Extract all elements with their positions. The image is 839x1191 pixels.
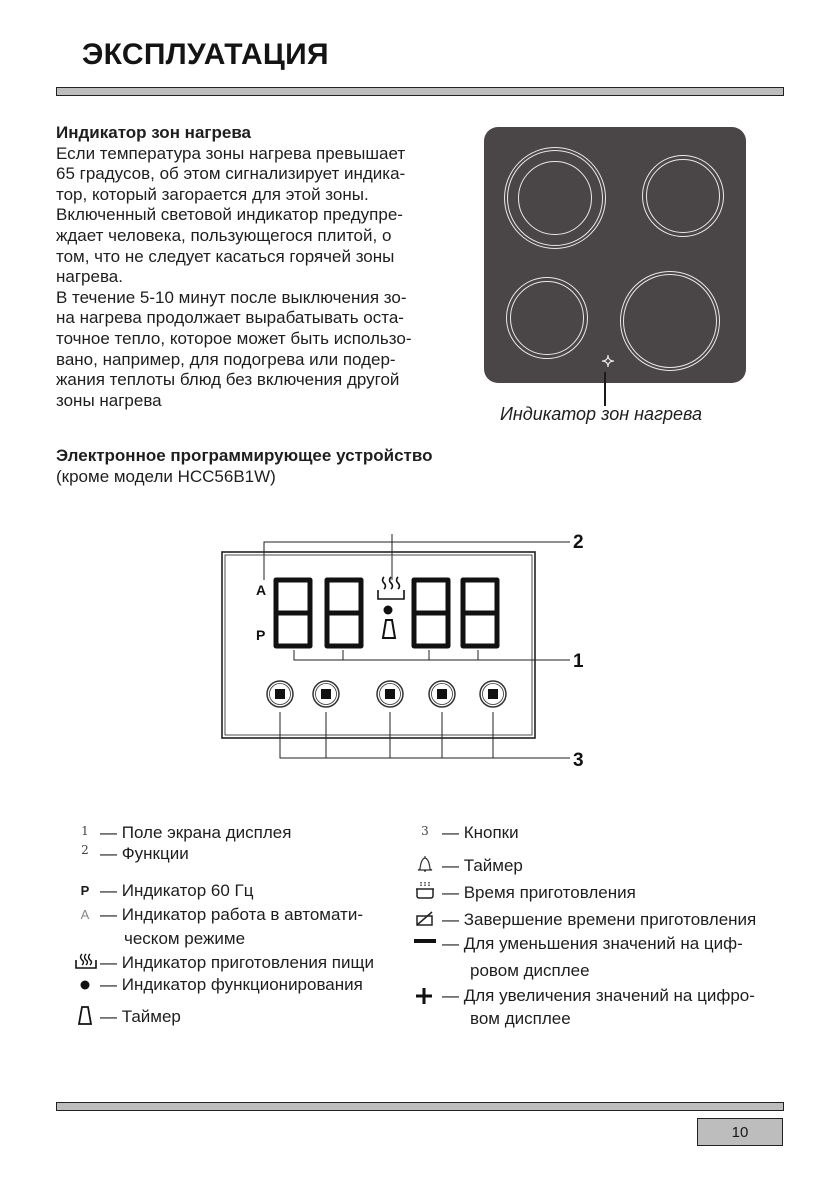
- legend-item: — Функции: [100, 844, 189, 863]
- paragraph-line: на нагрева продолжает вырабатывать оста-: [56, 308, 404, 328]
- legend-item: — Для уменьшения значений на циф-: [442, 934, 743, 953]
- paragraph-line: точное тепло, которое может быть использо-: [56, 328, 412, 348]
- burner-ring-inner: [646, 159, 720, 233]
- legend-item: — Индикатор работа в автомати-: [100, 905, 363, 924]
- svg-text:3: 3: [573, 750, 584, 771]
- legend-item-continued: ровом дисплее: [470, 961, 590, 980]
- svg-text:1: 1: [573, 651, 584, 672]
- hob-figure-caption: Индикатор зон нагрева: [500, 404, 702, 424]
- caption-leader-line: [604, 372, 606, 406]
- footer-rule: [56, 1102, 784, 1111]
- legend-item: — Для увеличения значений на цифро-: [442, 986, 755, 1005]
- programmer-subheading: (кроме модели HCC56B1W): [56, 466, 276, 486]
- heat-indicator-icon: [601, 354, 615, 368]
- burner-ring-inner: [518, 161, 592, 235]
- paragraph-line: ждает человека, пользующегося плитой, о: [56, 225, 392, 245]
- burner-ring-inner: [623, 274, 717, 368]
- paragraph-line: нагрева.: [56, 267, 123, 287]
- legend-right: [408, 820, 788, 1050]
- programmer-display-diagram: [200, 520, 620, 780]
- cooktop-illustration: [484, 127, 746, 383]
- paragraph-line: зоны нагрева: [56, 390, 162, 410]
- legend-item: — Кнопки: [442, 823, 519, 842]
- dot-icon: [78, 978, 92, 992]
- auto-label: A: [256, 582, 267, 598]
- legend-item: — Индикатор приготовления пищи: [100, 953, 374, 972]
- paragraph-line: Включенный световой индикатор предупре-: [56, 205, 403, 225]
- callout-1-symbol: 1: [81, 824, 89, 838]
- p-indicator-symbol: P: [80, 882, 90, 898]
- zone-indicator-section: [56, 123, 456, 411]
- svg-text:2: 2: [573, 532, 584, 553]
- paragraph-line: тор, который загорается для этой зоны.: [56, 184, 369, 204]
- timer-icon: [76, 1004, 94, 1026]
- minus-icon: [412, 936, 438, 946]
- paragraph-line: вано, например, для подогрева или подер-: [56, 349, 396, 369]
- paragraph-line: Если температура зоны нагрева превышает: [56, 143, 406, 163]
- paragraph-line: том, что не следует касаться горячей зоны: [56, 246, 395, 266]
- legend-item: — Таймер: [100, 1007, 181, 1026]
- zone-indicator-heading: Индикатор зон нагрева: [56, 123, 252, 142]
- legend-left: [70, 820, 400, 1050]
- legend-item: — Завершение времени приготовления: [442, 910, 757, 929]
- legend-item: — Время приготовления: [442, 883, 636, 902]
- page-title: ЭКСПЛУАТАЦИЯ: [82, 38, 329, 71]
- cooking-icon: [74, 952, 98, 972]
- legend-item: — Индикатор функционирования: [100, 975, 363, 994]
- callout-2-symbol: 2: [81, 843, 89, 857]
- programmer-section: [56, 446, 433, 487]
- bell-icon: [416, 854, 434, 874]
- paragraph-line: 65 градусов, об этом сигнализирует индика-: [56, 164, 406, 184]
- header-rule: [56, 87, 784, 96]
- pot-icon: [414, 878, 436, 900]
- p-label: P: [256, 627, 266, 643]
- end-time-icon: [414, 908, 436, 928]
- legend-item-continued: вом дисплее: [470, 1009, 571, 1028]
- paragraph-line: жания теплоты блюд без включения другой: [56, 370, 400, 390]
- legend-item: — Индикатор 60 Гц: [100, 881, 254, 900]
- plus-icon: [414, 986, 434, 1006]
- auto-indicator-symbol: A: [80, 906, 90, 922]
- legend-item: — Таймер: [442, 856, 523, 875]
- callout-3-symbol: 3: [421, 824, 429, 838]
- legend-item-continued: ческом режиме: [124, 929, 246, 948]
- programmer-heading: Электронное программирующее устройство: [56, 446, 433, 465]
- burner-ring-inner: [510, 281, 584, 355]
- legend-item: — Поле экрана дисплея: [100, 823, 292, 842]
- page-number: 10: [697, 1118, 783, 1146]
- paragraph-line: В течение 5-10 минут после выключения зо-: [56, 287, 407, 307]
